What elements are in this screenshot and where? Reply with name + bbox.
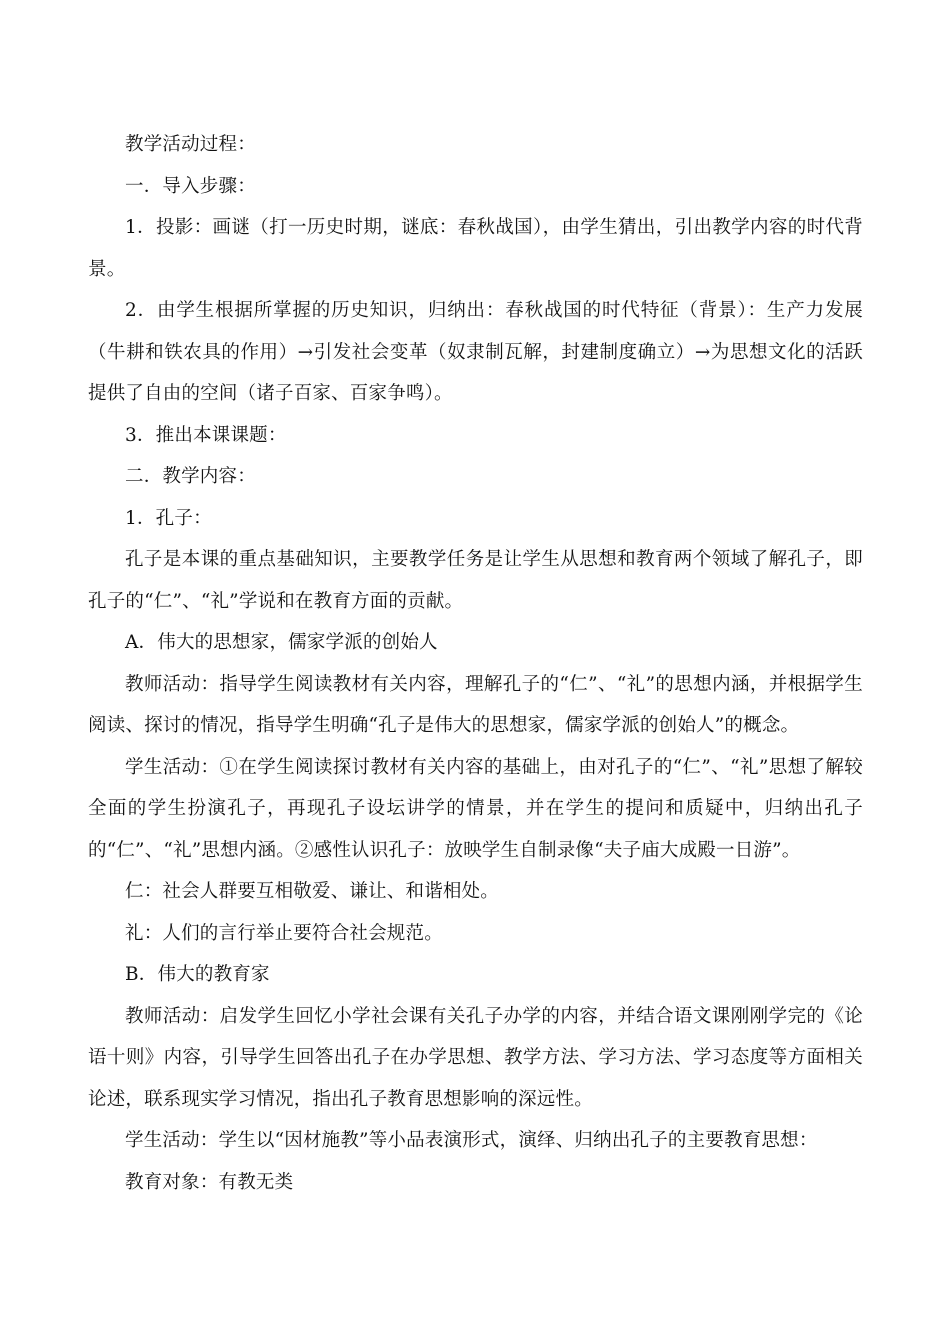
subheading-thinker: A．伟大的思想家，儒家学派的创始人 xyxy=(125,632,438,653)
subheading-educator: B．伟大的教育家 xyxy=(125,964,270,985)
intro-step-3: 3．推出本课课题： xyxy=(125,424,287,446)
intro-step-1: 1．投影：画谜（打一历史时期，谜底：春秋战国），由学生猜出，引出教学内容的时代背景。 xyxy=(88,217,863,280)
education-target: 教育对象：有教无类 xyxy=(125,1171,294,1193)
definition-ren: 仁：社会人群要互相敬爱、谦让、和谐相处。 xyxy=(125,881,500,902)
student-activity-thinker: 学生活动：①在学生阅读探讨教材有关内容的基础上，由对孔子的“仁”、“礼”思想了解较全面的学生扮演孔子，再现孔子设坛讲学的情景，并在学生的提问和质疑中，归纳出孔子的“仁”、“礼”思想内涵。②感性认识孔子：放映学生自制录像“夫子庙大成殿一日游”。 xyxy=(88,756,863,861)
section-heading-process: 教学活动过程： xyxy=(125,134,256,155)
intro-step-2: 2．由学生根据所掌握的历史知识，归纳出：春秋战国的时代特征（背景）：生产力发展（牛耕和铁农具的作用）→引发社会变革（奴隶制瓦解，封建制度确立）→为思想文化的活跃提供了自由的空间（诸子百家、百家争鸣）。 xyxy=(88,300,863,404)
heading-intro-steps: 一．导入步骤： xyxy=(125,175,256,197)
confucius-overview: 孔子是本课的重点基础知识，主要教学任务是让学生从思想和教育两个领域了解孔子，即孔子的“仁”、“礼”学说和在教育方面的贡献。 xyxy=(88,549,863,612)
subheading-confucius: 1．孔子： xyxy=(125,507,212,529)
teacher-activity-educator: 教师活动：启发学生回忆小学社会课有关孔子办学的内容，并结合语文课刚刚学完的《论语十则》内容，引导学生回答出孔子在办学思想、教学方法、学习方法、学习态度等方面相关论述，联系现实学习情况，指出孔子教育思想影响的深远性。 xyxy=(88,1005,863,1110)
definition-li: 礼：人们的言行举止要符合社会规范。 xyxy=(125,922,443,944)
document-page xyxy=(88,124,863,1203)
heading-teaching-content: 二．教学内容： xyxy=(125,466,256,487)
teacher-activity-thinker: 教师活动：指导学生阅读教材有关内容，理解孔子的“仁”、“礼”的思想内涵，并根据学生阅读、探讨的情况，指导学生明确“孔子是伟大的思想家，儒家学派的创始人”的概念。 xyxy=(88,673,863,736)
student-activity-educator: 学生活动：学生以“因材施教”等小品表演形式，演绎、归纳出孔子的主要教育思想： xyxy=(125,1130,818,1151)
